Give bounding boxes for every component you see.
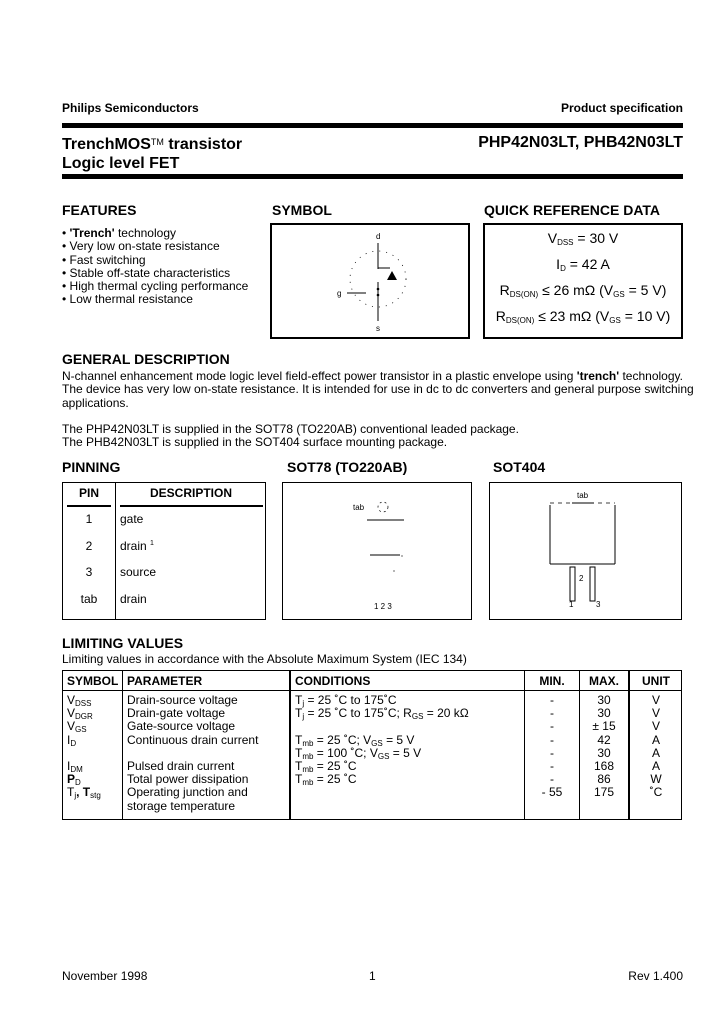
qrd-rdson-5v: $R_{DS(ON)} \le 26$ mΩ ($V_{GS} = 5$ V) (499, 282, 667, 299)
col-header-unit: UNIT (642, 674, 670, 688)
feature-bold: 'Trench' (69, 226, 115, 240)
sot78-diagram (282, 482, 472, 620)
general-description-heading: GENERAL DESCRIPTION (62, 351, 230, 367)
col-divider (289, 671, 291, 819)
max-cell: 168 (593, 759, 615, 773)
feature-item (62, 240, 248, 253)
pin-description: gate (120, 512, 144, 526)
pin-header-rule (67, 505, 111, 507)
conditions-cell: $T_j = 25$ ˚C to 175˚C; $R_{GS} = 20$ kΩ (295, 706, 469, 722)
symbol-cell: $I_{DM}$ (67, 759, 83, 774)
parameter-cell: Pulsed drain current (127, 759, 235, 773)
min-cell: - (550, 732, 554, 747)
header-rule (63, 690, 681, 691)
feature-item (62, 280, 248, 293)
symbol-cell: $V_{DSS}$ (67, 693, 92, 708)
parameter-cell: Drain-source voltage (127, 693, 238, 707)
sot404-tab-label: tab (577, 491, 589, 500)
header-rule-top (62, 123, 683, 128)
max-cell: 30 (597, 706, 611, 721)
unit-cell: V (651, 693, 660, 707)
feature-text: Low thermal resistance (69, 292, 193, 307)
feature-text: Fast switching (69, 252, 146, 267)
limiting-values-heading: LIMITING VALUES (62, 635, 184, 651)
unit-cell: A (651, 759, 660, 773)
max-cell: 175 (593, 785, 615, 800)
bullet-icon: • (62, 265, 67, 280)
unit-cell: W (650, 772, 662, 787)
unit-cell: V (651, 719, 660, 734)
symbol-heading: SYMBOL (272, 202, 332, 218)
min-cell: - (550, 693, 554, 707)
min-cell: - (550, 745, 554, 760)
footer-date: November 1998 (62, 969, 148, 983)
parameter-cell: Operating junction and storage temperature (127, 785, 248, 813)
symbol-cell: $P_D$ (67, 772, 81, 788)
description-column-header: DESCRIPTION (149, 486, 232, 500)
unit-cell: ˚C (649, 785, 663, 800)
pin-table-divider (115, 483, 116, 619)
sot404-pin1-label: 1 (569, 600, 574, 609)
conditions-cell: $T_{mb} = 25$ ˚C (295, 759, 357, 774)
sot78-pins-label: 1 2 3 (374, 602, 392, 611)
quick-ref-heading: QUICK REFERENCE DATA (484, 202, 661, 218)
min-cell: - (550, 759, 554, 773)
pin-number: tab (80, 591, 98, 606)
sot404-heading: SOT404 (493, 459, 546, 475)
features-list (62, 227, 248, 307)
title-rest: transistor (163, 136, 243, 153)
pin-column-header: PIN (78, 486, 99, 500)
product-title (62, 133, 242, 173)
footer-page-number: 1 (369, 969, 376, 983)
drain-label: d (376, 232, 381, 241)
min-cell: - (550, 706, 554, 721)
bullet-icon: • (62, 292, 67, 307)
unit-cell: V (651, 706, 660, 721)
feature-item (62, 267, 248, 280)
col-header-min: MIN. (539, 674, 565, 688)
col-header-parameter: PARAMETER (127, 674, 203, 688)
trademark-mark: TM (150, 137, 164, 147)
symbol-cell: $I_D$ (67, 732, 77, 748)
qrd-id: $I_D = 42$ A (556, 256, 610, 273)
general-description-text: N-channel enhancement mode logic level field-effect power transistor in a plastic envelope using 'trench' technology. The device has very low on-state resistance. It is intended for use in dc to dc converters and general purpose switching applications. The PHP42N03LT is supplied in the SOT78 (TO220AB) conventional leaded package. The PHB42N03LT is supplied in the SOT404 surface mounting package. (62, 369, 694, 450)
feature-item (62, 254, 248, 267)
bullet-icon: • (62, 279, 67, 294)
limiting-values-table (62, 670, 682, 820)
title-line2: Logic level FET (62, 155, 180, 172)
pinning-heading: PINNING (62, 459, 121, 475)
parameter-cell: Drain-gate voltage (127, 706, 226, 721)
symbol-cell: $T_j$, $T_{stg}$ (67, 785, 101, 801)
mosfet-symbol-icon (272, 225, 468, 337)
max-cell: 30 (597, 745, 611, 760)
feature-item (62, 293, 248, 306)
document-type: Product specification (560, 101, 683, 115)
feature-text: Very low on-state resistance (69, 239, 220, 254)
feature-text: High thermal cycling performance (69, 279, 249, 294)
company-name: Philips Semiconductors (62, 101, 199, 115)
col-divider (122, 671, 123, 819)
sot78-heading: SOT78 (TO220AB) (287, 459, 408, 475)
quick-ref-box (483, 223, 683, 339)
pin-number: 3 (85, 565, 93, 579)
header-rule-bottom (62, 174, 683, 179)
sot78-tab-label: tab (353, 503, 365, 512)
col-header-max: MAX. (589, 674, 619, 688)
pin-description: drain $^1$ (120, 538, 154, 553)
col-header-symbol: SYMBOL (67, 674, 119, 688)
conditions-cell: $T_{mb} = 25$ ˚C (295, 772, 357, 788)
unit-cell: A (651, 732, 660, 747)
sot404-pin2-label: 2 (579, 574, 584, 583)
feature-text: technology (114, 226, 176, 240)
bullet-icon: • (62, 239, 67, 254)
min-cell: - (550, 719, 554, 734)
min-cell: - (550, 772, 554, 787)
conditions-cell: $T_{mb} = 100$ ˚C; $V_{GS} = 5$ V (295, 745, 422, 761)
parameter-cell: Continuous drain current (127, 732, 259, 747)
pinning-table (62, 482, 266, 620)
sot78-package-icon (283, 483, 471, 619)
part-numbers: PHP42N03LT, PHB42N03LT (478, 134, 683, 151)
features-heading: FEATURES (62, 202, 137, 218)
pin-description: source (120, 565, 157, 579)
pin-number: 1 (85, 512, 93, 526)
title-trenchmos: TrenchMOS (62, 136, 151, 153)
parameter-cell: Gate-source voltage (127, 719, 236, 734)
qrd-rdson-10v: $R_{DS(ON)} \le 23$ mΩ ($V_{GS} = 10$ V) (495, 308, 671, 325)
min-cell: - 55 (541, 785, 563, 800)
sot404-diagram (489, 482, 682, 620)
feature-item (62, 227, 248, 240)
feature-text: Stable off-state characteristics (69, 265, 231, 280)
max-cell: 86 (597, 772, 611, 787)
limiting-values-subtitle: Limiting values in accordance with the Absolute Maximum System (IEC 134) (62, 652, 467, 666)
footnote-marker: 1 (150, 539, 154, 547)
sot404-pin3-label: 3 (596, 600, 601, 609)
conditions-cell: $T_j = 25$ ˚C to 175˚C (295, 693, 397, 708)
max-cell: 30 (597, 693, 611, 707)
symbol-cell: $V_{DGR}$ (67, 706, 93, 722)
pin-number: 2 (85, 538, 93, 553)
sot404-package-icon (490, 483, 681, 619)
source-label: s (376, 324, 380, 333)
conditions-cell: $T_{mb} = 25$ ˚C; $V_{GS} = 5$ V (295, 732, 415, 748)
parameter-cell: Total power dissipation (127, 772, 249, 787)
gate-label: g (337, 289, 342, 298)
pin-description: drain (120, 591, 147, 606)
bullet-icon: • (62, 226, 67, 240)
bullet-icon: • (62, 252, 67, 267)
col-header-conditions: CONDITIONS (295, 674, 371, 688)
qrd-vdss: $V_{DSS} = 30$ V (547, 230, 619, 247)
symbol-cell: $V_{GS}$ (67, 719, 87, 735)
symbol-diagram (270, 223, 470, 339)
max-cell: 42 (597, 732, 611, 747)
desc-header-rule (120, 505, 263, 507)
footer-revision: Rev 1.400 (628, 969, 683, 983)
unit-cell: A (651, 745, 660, 760)
max-cell: ± 15 (592, 719, 616, 734)
